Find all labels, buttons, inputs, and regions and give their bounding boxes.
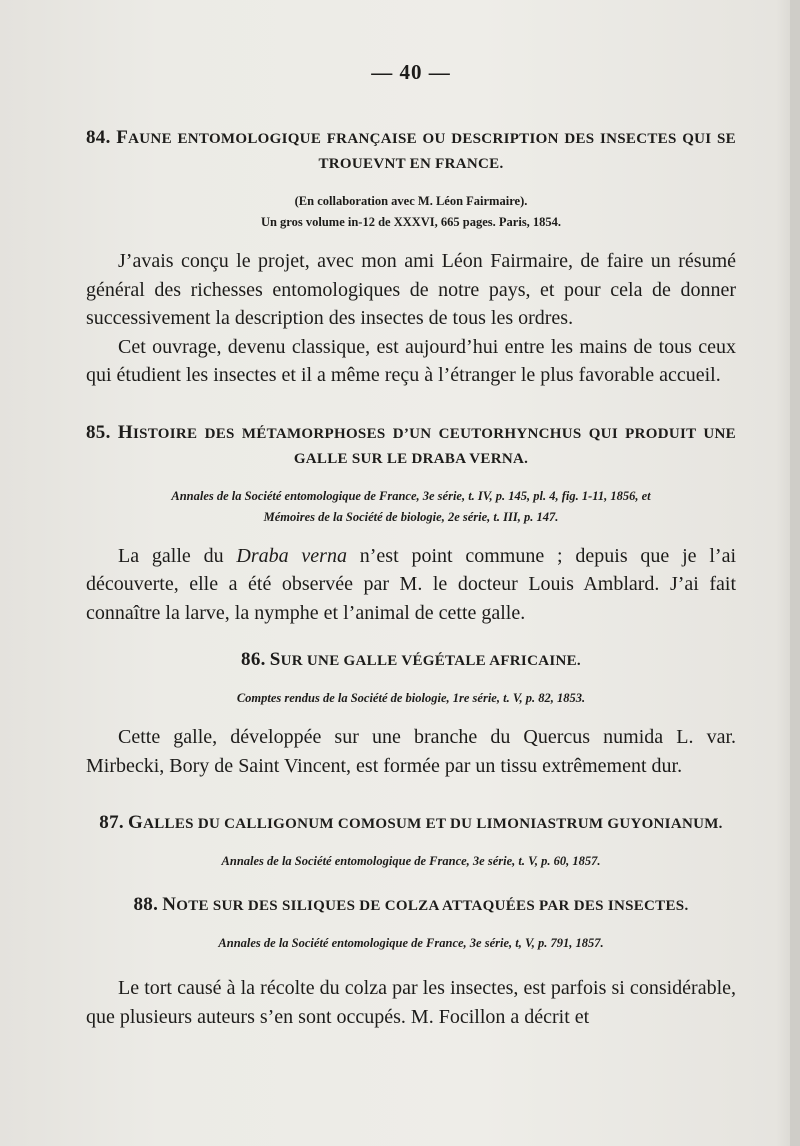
entry-85-heading bbox=[86, 420, 736, 472]
paragraph-text: La galle du bbox=[118, 544, 237, 567]
entry-number: 88. bbox=[133, 894, 159, 915]
entry-title: UR UNE GALLE VÉGÉTALE AFRICAINE. bbox=[280, 653, 581, 669]
entry-88-heading bbox=[86, 892, 736, 919]
entry-85-paragraph bbox=[86, 542, 736, 628]
entry-title: ISTOIRE DES MÉTAMORPHOSES D’UN CEUTORHYNCHUS QUI PRODUIT UNE GALLE SUR LE DRABA VERNA. bbox=[132, 425, 736, 467]
title-initial: N bbox=[162, 894, 177, 915]
page-edge bbox=[790, 0, 800, 1146]
page-content bbox=[86, 60, 736, 1031]
title-initial: S bbox=[269, 649, 281, 670]
entry-number: 84. bbox=[86, 127, 111, 148]
entry-84-paragraph: J’avais conçu le projet, avec mon ami Léon Fairmaire, de faire un résumé général des richesses entomologiques de notre pays, et pour cela de donner successivement la description des insectes de tous les ordres. bbox=[86, 250, 736, 329]
title-initial: F bbox=[116, 127, 129, 148]
entry-84-reference: (En collaboration avec M. Léon Fairmaire). bbox=[294, 194, 528, 208]
entry-number: 86. bbox=[241, 649, 266, 670]
entry-title: OTE SUR DES SILIQUES DE COLZA ATTAQUÉES PAR DES INSECTES. bbox=[176, 898, 689, 914]
entry-86-paragraph: Cette galle, développée sur une branche du Quercus numida L. var. Mirbecki, Bory de Saint Vincent, est formée par un tissu extrêmement dur. bbox=[86, 726, 736, 777]
species-name: Draba verna bbox=[236, 544, 347, 567]
entry-84-heading bbox=[86, 125, 736, 177]
entry-84-paragraph: Cet ouvrage, devenu classique, est aujourd’hui entre les mains de tous ceux qui étudient les insectes et il a même reçu à l’étranger le plus favorable accueil. bbox=[86, 335, 736, 386]
title-initial: H bbox=[117, 421, 133, 443]
entry-85-reference: Annales de la Société entomologique de France, 3e série, t. IV, p. 145, pl. 4, fig. 1-11, 1856, et bbox=[171, 488, 651, 503]
entry-88-reference: Annales de la Société entomologique de France, 3e série, t, V, p. 791, 1857. bbox=[218, 936, 604, 950]
title-initial: G bbox=[127, 812, 144, 833]
entry-number: 85. bbox=[86, 421, 111, 443]
entry-85-reference: Mémoires de la Société de biologie, 2e série, t. III, p. 147. bbox=[263, 509, 559, 524]
paragraph-text: n’est point commune ; depuis que je l’ai découverte, elle a été observée par M. le docteur Louis Amblard. J’ai fait connaître la larve, la nymphe et l’animal de cette galle. bbox=[86, 544, 737, 624]
page-number: — 40 — bbox=[371, 60, 451, 84]
entry-title: ALLES DU CALLIGONUM COMOSUM ET DU LIMONIASTRUM GUYONIANUM. bbox=[143, 816, 723, 832]
entry-88-paragraph: Le tort causé à la récolte du colza par les insectes, est parfois si considérable, que plusieurs auteurs s’en sont occupés. M. Focillon a décrit et bbox=[86, 977, 736, 1028]
entry-87-reference: Annales de la Société entomologique de France, 3e série, t. V, p. 60, 1857. bbox=[221, 854, 601, 868]
entry-number: 87. bbox=[99, 812, 124, 833]
entry-title: AUNE ENTOMOLOGIQUE FRANÇAISE OU DESCRIPTION DES INSECTES QUI SE TROUEVNT EN FRANCE. bbox=[128, 131, 736, 172]
entry-86-reference: Comptes rendus de la Société de biologie, 1re série, t. V, p. 82, 1853. bbox=[236, 691, 586, 705]
entry-86-heading bbox=[86, 647, 736, 674]
entry-87-heading bbox=[86, 810, 736, 837]
entry-84-reference: Un gros volume in-12 de XXXVI, 665 pages. Paris, 1854. bbox=[260, 215, 562, 229]
